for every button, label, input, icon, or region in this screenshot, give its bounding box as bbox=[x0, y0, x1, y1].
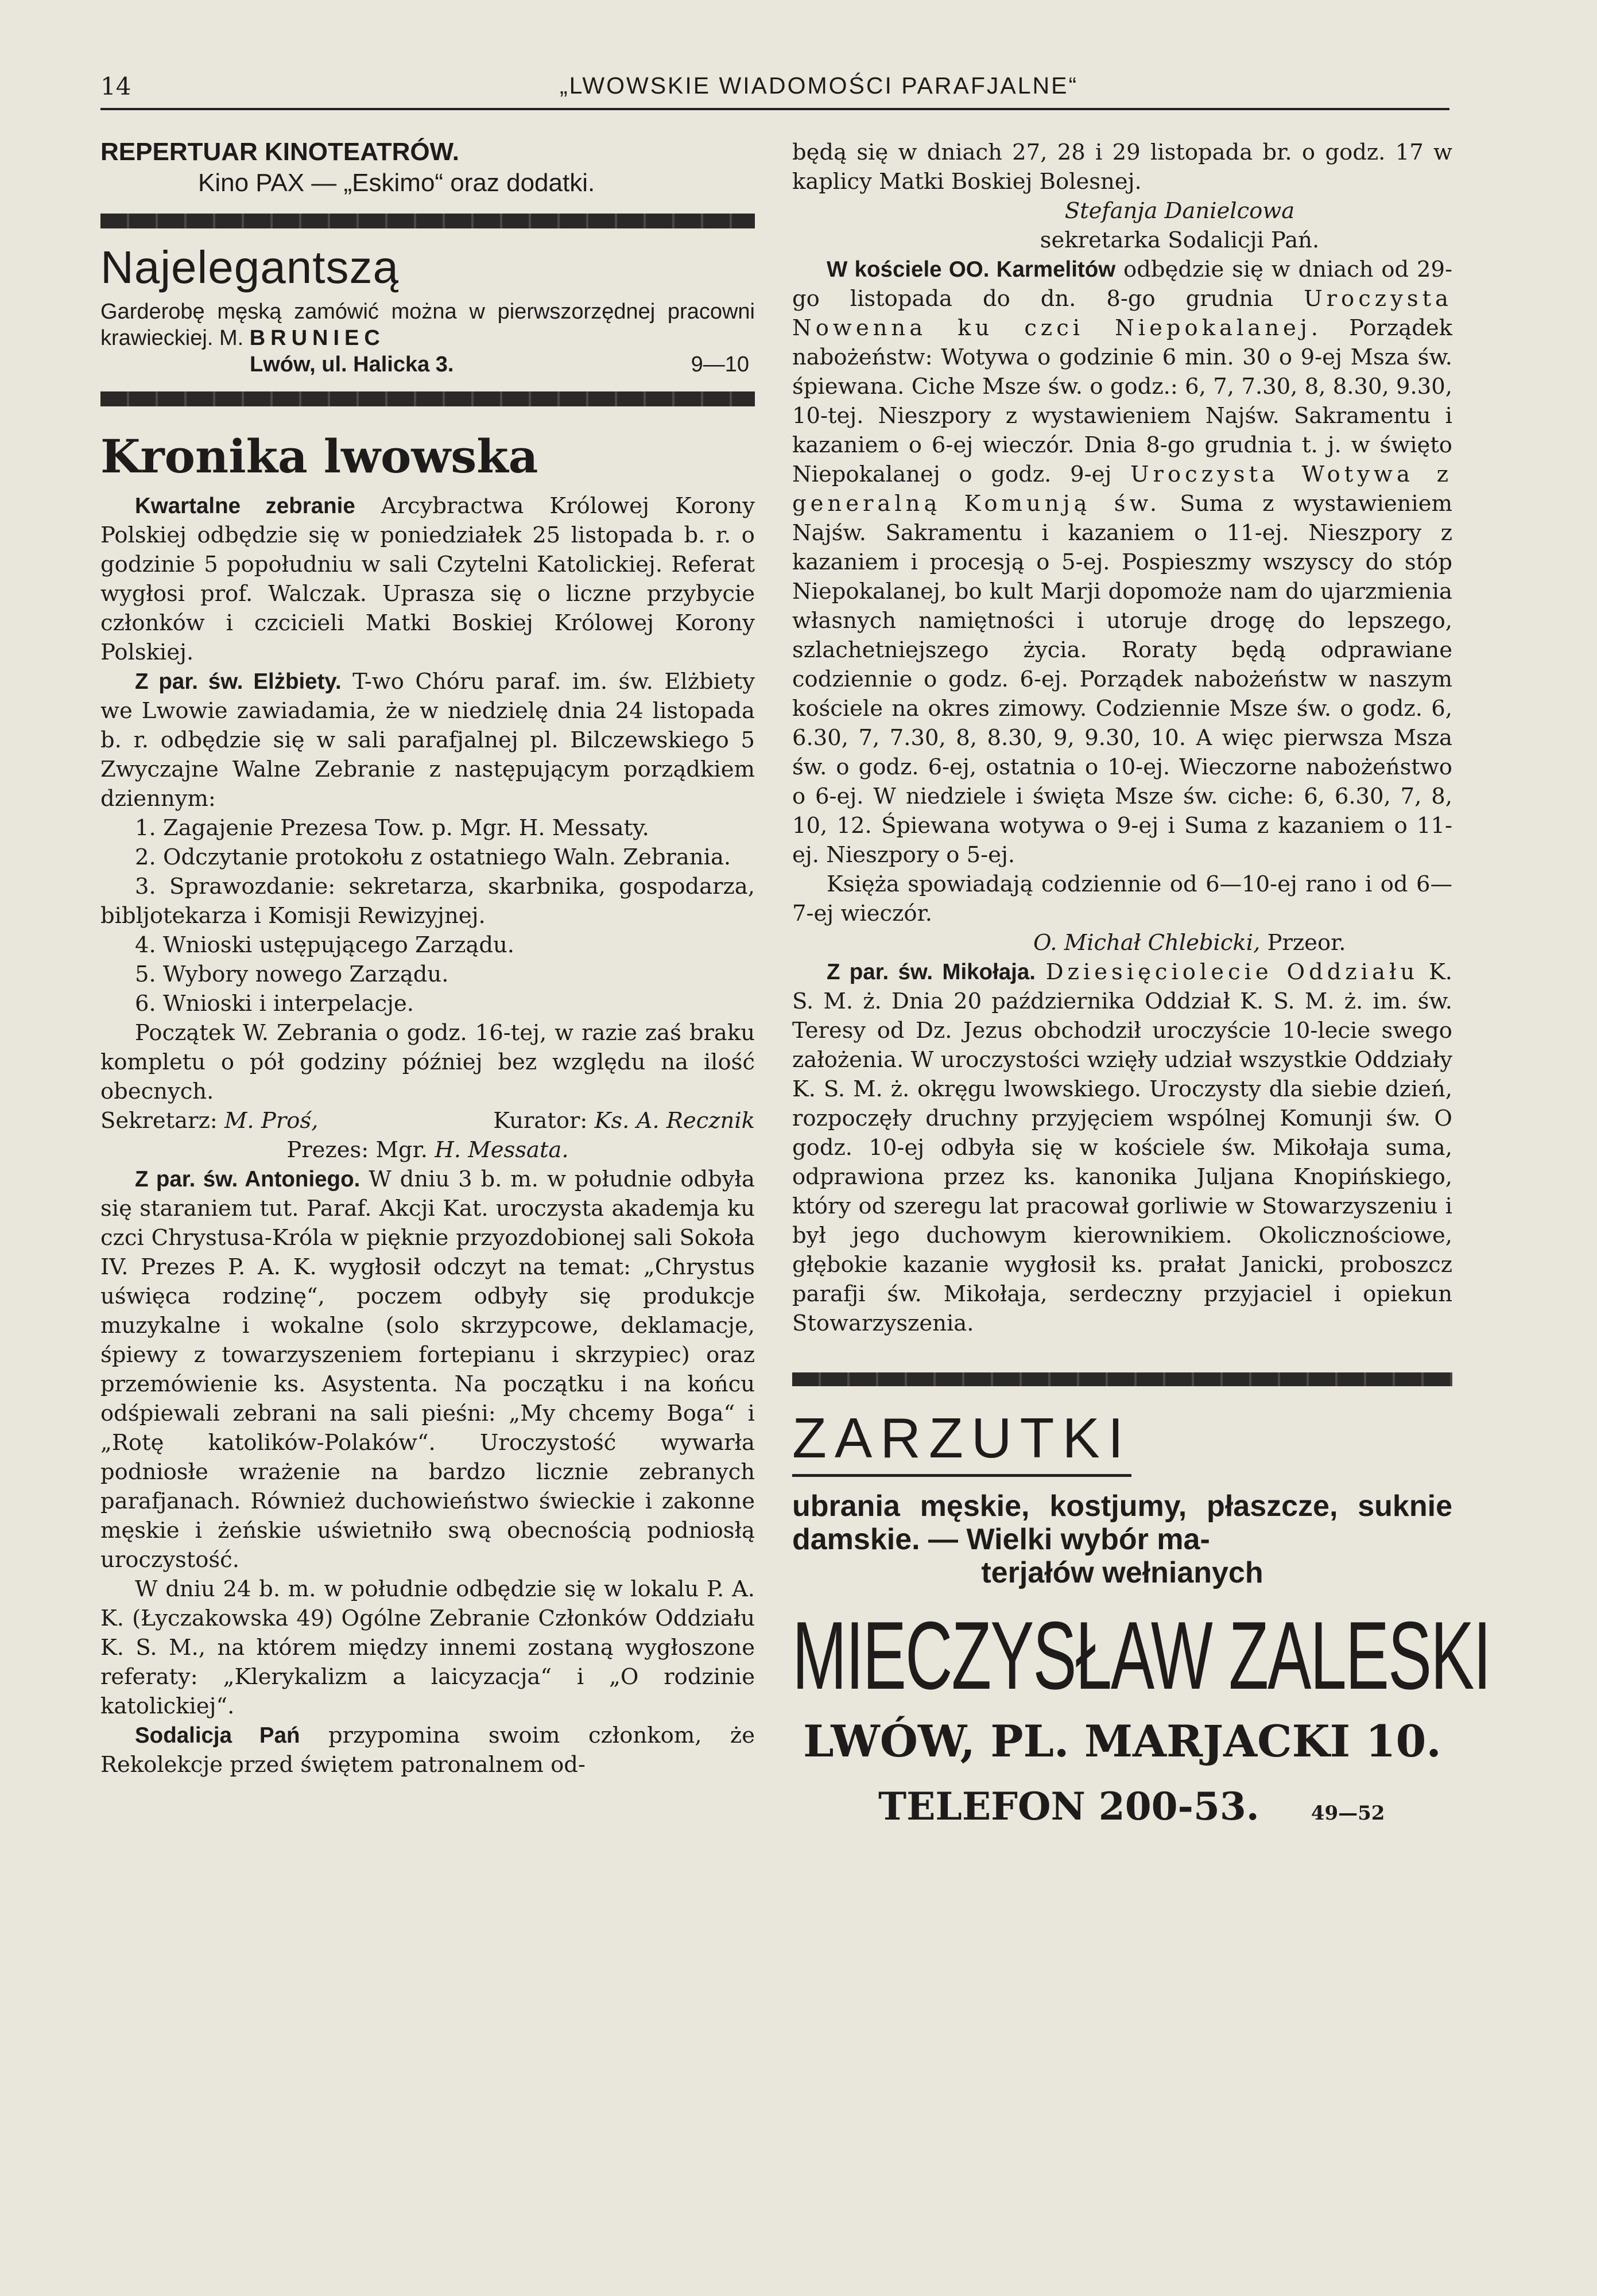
header-rule bbox=[100, 108, 1449, 110]
przeor-signature: O. Michał Chlebicki, Przeor. bbox=[1033, 930, 1346, 956]
repertuar-title: REPERTUAR KINOTEATRÓW. bbox=[100, 138, 459, 166]
ksieza-paragraph: Księża spowiadają codziennie od 6—10-ej rano i od 6—7-ej wieczór. bbox=[792, 871, 1452, 926]
tailor-code: 9—10 bbox=[691, 352, 749, 377]
divider-bar bbox=[792, 1372, 1452, 1386]
tailor-text: Garderobę męską zamówić można w pierwszorzędnej pracowni krawieckiej. M. BRUNIEC Lwów, ul. Halicka 3. 9—10 bbox=[100, 300, 755, 377]
tailor-address: Lwów, ul. Halicka 3. bbox=[250, 352, 454, 377]
sodalicja-paragraph: Sodalicja Pań przypomina swoim członkom, że Rekolekcje przed świętem patronalnem od- bbox=[100, 1723, 755, 1778]
signature-role: sekretarka Sodalicji Pań. bbox=[1040, 227, 1320, 253]
advert-goods: ubrania męskie, kostjumy, płaszcze, suknie damskie. — Wielki wybór ma- bbox=[792, 1490, 1452, 1556]
divider-bar bbox=[100, 391, 755, 406]
advert-title: ZARZUTKI bbox=[792, 1406, 1131, 1477]
kino-pax-line: Kino PAX — „Eskimo“ oraz dodatki. bbox=[198, 169, 595, 197]
right-column bbox=[792, 138, 1490, 1829]
advert-company-name: MIECZYSŁAW ZALESKI bbox=[792, 1601, 1490, 1709]
advert-goods-2: terjałów wełnianych bbox=[981, 1556, 1263, 1589]
tailor-heading: Najelegantszą bbox=[100, 242, 399, 293]
continuation-paragraph: będą się w dniach 27, 28 i 29 listopada br. o godz. 17 w kaplicy Matki Boskiej Bolesnej. bbox=[792, 139, 1452, 195]
kronika-title: Kronika lwowska bbox=[100, 429, 538, 483]
advert-phone: TELEFON 200-53. 49—52 bbox=[878, 1784, 1385, 1829]
agenda-item: 2. Odczytanie protokołu z ostatniego Waln. Zebrania. bbox=[135, 844, 731, 870]
mikolaja-paragraph: Z par. św. Mikołaja. Dziesięciolecie Oddziału K. S. M. ż. Dnia 20 października Oddział K. S. M. ż. im. św. Teresy od Dz. Jezus obchodził uroczyście 10-lecie swego założenia. W uroczystości wzięły udział wszystkie Oddziały K. S. M. ż. okręgu lwowskiego. Uroczysty dla siebie dzień, rozpoczęły druchny przyjęciem wspólnej Komunji św. O godz. 10-ej odbyła się w kościele św. Mikołaja suma, odprawiona przez ks. kanonika Juljana Knopińskiego, który od szeregu lat pracował gorliwie w Stowarzyszeniu i był jego duchowym kierownikiem. Okolicznościowe, głębokie kazanie wygłosił ks. prałat Janicki, proboszcz parafji św. Mikołaja, serdeczny przyjaciel i opiekun Stowarzyszenia. bbox=[792, 959, 1452, 1336]
tailor-name: BRUNIEC bbox=[249, 326, 385, 350]
publication-title: „LWOWSKIE WIADOMOŚCI PARAFJALNE“ bbox=[560, 72, 1079, 99]
elzbiety-paragraph: Z par. św. Elżbiety. T-wo Chóru paraf. im. św. Elżbiety we Lwowie zawiadamia, że w niedzielę dnia 24 listopada b. r. odbędzie się w sali parafjalnej pl. Bilczewskiego 5 Zwyczajne Walne Zebranie z następującym porządkiem dziennym: bbox=[100, 669, 755, 812]
agenda-item: 3. Sprawozdanie: sekretarza, skarbnika, gospodarza, bibljotekarza i Komisji Rewizyjnej. bbox=[100, 874, 755, 929]
signatures-line: Sekretarz: M. Proś, Kurator: Ks. A. Recznik bbox=[100, 1108, 755, 1134]
advert-address: LWÓW, PL. MARJACKI 10. bbox=[803, 1716, 1441, 1767]
agenda-item: 4. Wnioski ustępującego Zarządu. bbox=[135, 932, 515, 958]
page-header bbox=[100, 68, 1449, 114]
tailor-advert bbox=[100, 241, 755, 378]
page-number: 14 bbox=[100, 72, 131, 100]
kwartalne-paragraph: Kwartalne zebranie Arcybractwa Królowej Korony Polskiej odbędzie się w poniedziałek 25 listopada b. r. o godzinie 5 popołudniu w sali Czytelni Katolickiej. Referat wygłosi prof. Walczak. Uprasza się o liczne przybycie członków i czcicieli Matki Boskiej Królowej Korony Polskiej. bbox=[100, 493, 755, 665]
prezes-line: Prezes: Mgr. H. Messata. bbox=[286, 1137, 569, 1163]
zaleski-advert bbox=[792, 1406, 1490, 1829]
agenda-item: 1. Zagajenie Prezesa Tow. p. Mgr. H. Messaty. bbox=[135, 815, 649, 841]
karmelitow-paragraph: W kościele OO. Karmelitów odbędzie się w dniach od 29-go listopada do dn. 8-go grudnia Uroczysta Nowenna ku czci Niepokalanej. Porządek nabożeństw: Wotywa o godzinie 6 min. 30 o 9-ej Msza św. śpiewana. Ciche Msze św. o godz.: 6, 7, 7.30, 8, 8.30, 9.30, 10-tej. Nieszpory z wystawieniem Najśw. Sakramentu i kazaniem o 6-ej wieczór. Dnia 8-go grudnia t. j. w święto Niepokalanej o godz. 9-ej Uroczysta Wotywa z generalną Komunją św. Suma z wystawieniem Najśw. Sakramentu i kazaniem o 11-ej. Nieszpory z kazaniem i procesją o 5-ej. Pospieszmy wszyscy do stóp Niepokalanej, bo kult Marji dopomoże nam do ujarzmienia własnych namiętności i utoruje drogę do lepszego, szlachetniejszego życia. Roraty będą odprawiane codziennie o godz. 6-ej. Porządek nabożeństw w naszym kościele na okres zimowy. Codziennie Msze św. o godz. 6, 6.30, 7, 7.30, 8, 8.30, 9, 9.30, 10. A więc pierwsza Msza św. o godz. 6-ej, ostatnia o 10-ej. Wieczorne nabożeństwo o 6-ej. W niedziele i święta Msze św. ciche: 6, 6.30, 7, 8, 10, 12. Śpiewana wotywa o 9-ej i Suma z kazaniem o 11-ej. Nieszpory o 5-ej. bbox=[792, 257, 1453, 868]
agenda-item: 6. Wnioski i interpelacje. bbox=[135, 991, 414, 1017]
antoniego-paragraph: Z par. św. Antoniego. W dniu 3 b. m. w południe odbyła się staraniem tut. Paraf. Akcji Kat. uroczysta akademja ku czci Chrystusa-Króla w pięknie przyozdobionej sali Sokoła IV. Prezes P. A. K. wygłosił odczyt na temat: „Chrystus uświęca rodzinę“, poczem odbyły się produkcje muzykalne i wokalne (solo skrzypcowe, deklamacje, śpiewy z towarzyszeniem fortepianu i skrzypiec) oraz przemówienie ks. Asystenta. Na początku i na końcu odśpiewali zebrani na sali pieśni: „My chcemy Boga“ i „Rotę katolików-Polaków“. Uroczystość wywarła podniosłe wrażenie na bardzo licznie zebranych parafjanach. Również duchowieństwo świeckie i zakonne męskie i żeńskie uświetniło swą obecnością podniosłą uroczystość. bbox=[100, 1166, 755, 1573]
dniu24-paragraph: W dniu 24 b. m. w południe odbędzie się w lokalu P. A. K. (Łyczakowska 49) Ogólne Zebranie Członków Oddziału K. S. M., na którem między innemi zostaną wygłoszone referaty: „Klerykalizm a laicyzacja“ i „O rodzinie katolickiej“. bbox=[100, 1576, 755, 1719]
poczatek-paragraph: Początek W. Zebrania o godz. 16-tej, w razie zaś braku kompletu o pół godziny później bez względu na ilość obecnych. bbox=[100, 1020, 755, 1104]
divider-bar bbox=[100, 214, 755, 228]
left-column bbox=[100, 138, 755, 1779]
advert-code: 49—52 bbox=[1311, 1802, 1385, 1825]
signature-name: Stefanja Danielcowa bbox=[1064, 198, 1295, 224]
agenda-item: 5. Wybory nowego Zarządu. bbox=[135, 961, 449, 987]
